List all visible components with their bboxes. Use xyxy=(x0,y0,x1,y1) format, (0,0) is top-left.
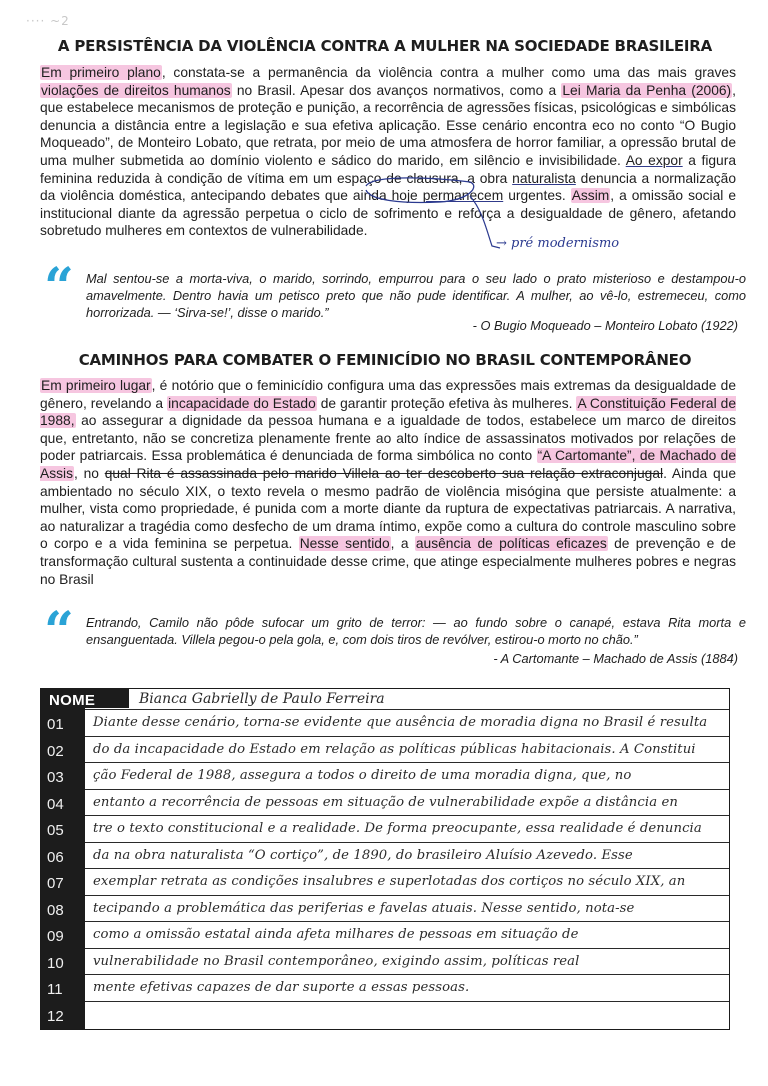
highlighted-phrase: Nesse sentido xyxy=(299,536,390,552)
line-number: 11 xyxy=(47,981,63,998)
line-number: 06 xyxy=(47,848,64,866)
handwritten-line: vulnerabilidade no Brasil contemporâneo, exigindo assim, políticas real xyxy=(93,953,580,969)
paragraph-text: de prevenção e de transformação cultural sustenta a continuidade desse crime, que atinge especialmente mulheres pobres e negras no Brasil xyxy=(40,536,736,587)
line-number: 03 xyxy=(47,769,64,786)
highlighted-phrase: violações de direitos humanos xyxy=(41,82,231,98)
highlighted-phrase: “A Cartomante”, de Machado de Assis xyxy=(40,448,736,481)
handwritten-line: do da incapacidade do Estado em relação as políticas públicas habitacionais. A Constitui xyxy=(93,741,696,757)
ruled-line xyxy=(85,974,729,975)
line-number: 10 xyxy=(47,954,64,972)
paragraph-text: de garantir proteção efetiva às mulheres. xyxy=(316,395,577,411)
line-number: 01 xyxy=(47,716,64,733)
ruled-line xyxy=(85,868,729,869)
ruled-line xyxy=(85,762,729,763)
highlighted-phrase: ausência de políticas eficazes xyxy=(415,536,607,552)
handwritten-line: da na obra naturalista “O cortiço”, de 1890, do brasileiro Aluísio Azevedo. Esse xyxy=(93,847,633,863)
ruled-line xyxy=(85,948,729,949)
paragraph-text: , a xyxy=(390,536,415,552)
section-2-paragraph xyxy=(40,377,736,588)
answer-sheet xyxy=(40,688,730,1030)
paragraph-text: ao assegurar a dignidade da pessoa humana e a igualdade de todos, estabelece um marco de direitos que, entretanto, não se concretiza plenamente frente ao alto índice de assassinatos motivados por relações de poder patriarcais. Essa problemática é denunciada de forma simbólica no conto xyxy=(40,413,736,464)
line-number: 05 xyxy=(47,822,64,839)
highlighted-phrase: Lei Maria da Penha (2006) xyxy=(562,82,732,98)
section-title-2: CAMINHOS PARA COMBATER O FEMINICÍDIO NO BRASIL CONTEMPORÂNEO xyxy=(78,351,692,369)
highlighted-phrase: Em primeiro plano xyxy=(41,65,161,80)
paragraph-text: , é notório que o feminicídio configura uma das expressões mais extremas da desigualdade de gênero, revelando a xyxy=(40,378,736,411)
quote-source-bugio: - O Bugio Moqueado – Monteiro Lobato (1922) xyxy=(472,318,738,333)
line-number: 04 xyxy=(47,795,64,813)
paragraph-text: , a omissão social e institucional diante da agressão perpetua o ciclo de sofrimento e reforça a desigualdade de gênero, afetando sobretudo mulheres em contextos de vulnerabilidade. xyxy=(40,188,736,239)
ruled-line xyxy=(85,842,729,843)
paragraph-text: , que estabelece mecanismos de proteção e punição, a recorrência de agressões físicas, psicológicas e simbólicas denuncia a distância entre a legislação e sua efetiva aplicação. Esse cenário encontra eco no conto “O Bugio Moqueado”, de Monteiro Lobato, que retrata, por meio de uma atmosfera de horror familiar, a opressão brutal de uma mulher submetida ao domínio violento e sádico do marido, em silêncio e invisibilidade. xyxy=(40,82,736,168)
line-number: 07 xyxy=(47,875,64,892)
line-number: 12 xyxy=(47,1007,64,1025)
section-1-paragraph xyxy=(40,64,736,240)
underlined-phrase: Ao expor xyxy=(625,152,683,168)
quote-source-cartomante: - A Cartomante – Machado de Assis (1884) xyxy=(493,651,738,666)
paragraph-text: urgentes. xyxy=(503,188,571,204)
student-name: Bianca Gabrielly de Paulo Ferreira xyxy=(139,691,385,707)
line-number: 09 xyxy=(47,928,64,945)
ruled-line xyxy=(85,1001,729,1002)
handwritten-line: entanto a recorrência de pessoas em situação de vulnerabilidade expõe a distância en xyxy=(93,794,678,810)
handwritten-margin-note: → pré modernismo xyxy=(496,236,620,251)
struck-phrase: qual Rita é assassinada pelo marido Villela ao ter descoberto sua relação extraconjugal xyxy=(104,465,664,481)
ruled-line xyxy=(85,895,729,896)
quote-mark-icon: “ xyxy=(44,257,74,318)
highlighted-phrase: incapacidade do Estado xyxy=(168,395,316,411)
handwritten-line: tre o texto constitucional e a realidade. De forma preocupante, essa realidade é denuncia xyxy=(93,821,702,836)
quote-mark-icon: “ xyxy=(44,601,74,662)
paragraph-text: , no xyxy=(73,465,105,481)
paragraph-text: no Brasil. Apesar dos avanços normativos, como a xyxy=(231,82,562,98)
handwritten-line: exemplar retrata as condições insalubres e superlotadas dos cortiços no século XIX, an xyxy=(93,874,686,889)
ruled-line xyxy=(85,815,729,816)
highlighted-phrase: Assim xyxy=(571,188,610,204)
corner-scribble: ···· ~2 xyxy=(26,14,70,28)
highlighted-phrase: A Constituição Federal de 1988, xyxy=(40,395,736,429)
handwritten-line: como a omissão estatal ainda afeta milhares de pessoas em situação de xyxy=(93,927,579,942)
underlined-phrase: naturalista xyxy=(512,170,576,186)
ruled-line xyxy=(85,709,729,710)
paragraph-text: . Ainda que ambientado no século XIX, o texto revela o mesmo padrão de violência misógina que persiste atualmente: a mulher, vista como propriedade, é punida com a morte diante da ruptura de expectativas patriarcais. A narrativa, ao naturalizar a tragédia como desfecho de um drama íntimo, expõe como a cultura do controle masculino sobre o corpo e a vida feminina se perpetua. xyxy=(40,465,736,552)
line-number: 08 xyxy=(47,901,64,919)
paragraph-text: denuncia a normalização da violência doméstica, antecipando debates que ainda hoje xyxy=(40,170,737,204)
paragraph-text: , constata-se a permanência da violência contra a mulher como uma das mais graves xyxy=(161,65,736,80)
underlined-phrase: permanecem xyxy=(422,188,504,204)
ruled-line xyxy=(85,921,729,922)
ruled-line xyxy=(85,789,729,790)
highlighted-phrase: Em primeiro lugar xyxy=(41,378,151,393)
paragraph-text: a figura feminina reduzida à condição de vítima em um espaço de clausura, a obra xyxy=(40,152,736,186)
line-number: 02 xyxy=(47,742,64,760)
name-label: NOME xyxy=(49,692,96,709)
handwritten-line: Diante desse cenário, torna-se evidente que ausência de moradia digna no Brasil é resulta xyxy=(93,715,708,730)
ruled-line xyxy=(85,736,729,737)
handwritten-line: ção Federal de 1988, assegura a todos o direito de uma moradia digna, que, no xyxy=(93,768,632,783)
quote-bugio: Mal sentou-se a morta-viva, o marido, sorrindo, empurrou para o seu lado o prato misterioso e destampou-o amavelmente. Dentro havia um petisco preto que não pude identificar. A mulher, ao vê-lo, estremeceu, como horrorizada. — ‘Sirva-se!’, disse o marido.” xyxy=(86,271,746,320)
handwritten-line: mente efetivas capazes de dar suporte a essas pessoas. xyxy=(93,980,470,995)
quote-cartomante: Entrando, Camilo não pôde sufocar um grito de terror: — ao fundo sobre o canapé, estava Rita morta e ensanguentada. Villela pegou-o pela gola, e, com dois tiros de revólver, estirou-o morto no chão.” xyxy=(86,615,746,647)
section-title-1: A PERSISTÊNCIA DA VIOLÊNCIA CONTRA A MULHER NA SOCIEDADE BRASILEIRA xyxy=(57,37,713,55)
handwritten-line: tecipando a problemática das periferias e favelas atuais. Nesse sentido, nota-se xyxy=(93,900,635,916)
